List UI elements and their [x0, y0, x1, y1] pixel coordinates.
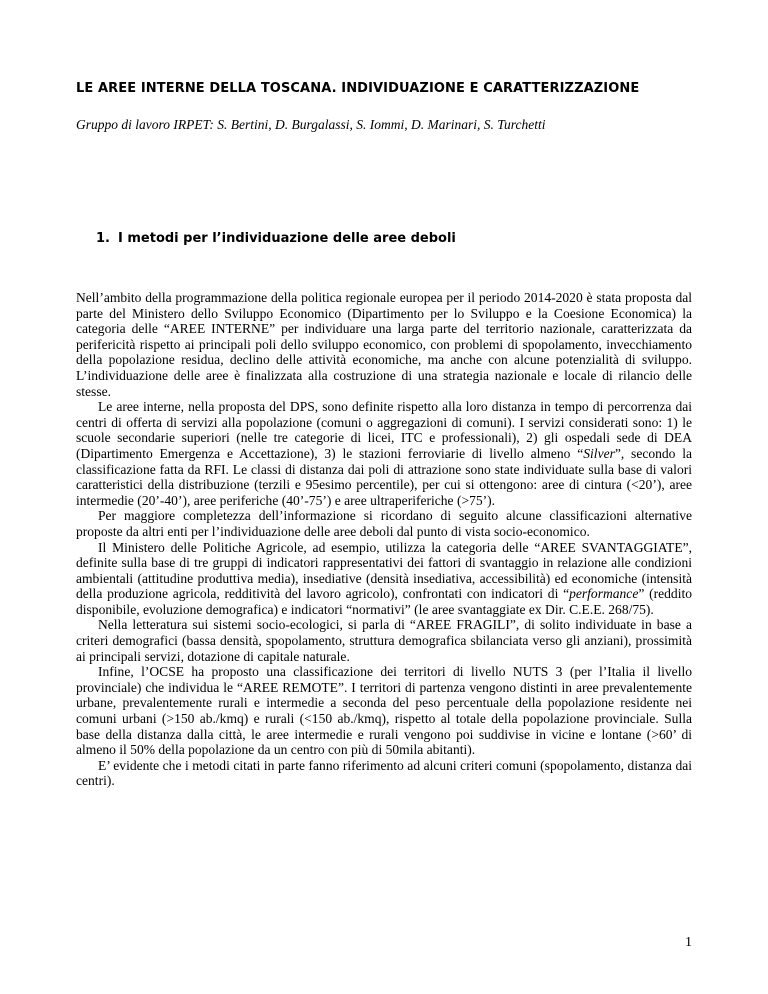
paragraph: E’ evidente che i metodi citati in parte fanno riferimento ad alcuni criteri comuni (spopolamento, distanza dai centri). [76, 757, 692, 789]
paragraph [76, 399, 692, 508]
emphasis-text: Silver [583, 445, 615, 461]
page-number: 1 [685, 935, 692, 950]
paragraph-text: ”, secondo la classificazione fatta da RFI. Le classi di distanza dai poli di attrazione sono state individuate sulla base di valori caratteristici della distribuzione (terzili e 95esimo percentile), per cui si ottengono: aree di cintura (<20’), aree intermedie (20’-40’), aree periferiche (40’-75’) e aree ultraperiferiche (>75’). [76, 445, 693, 508]
paragraph: Per maggiore completezza dell’informazione si ricordano di seguito alcune classificazioni alternative proposte da altri enti per l’individuazione delle aree deboli dal punto di vista socio-economico. [76, 508, 692, 539]
paragraph: Nell’ambito della programmazione della politica regionale europea per il periodo 2014-2020 è stata proposta dal parte del Ministero dello Sviluppo Economico (Dipartimento per lo Sviluppo e la Coesione Economica) la categoria delle “AREE INTERNE” per individuare una larga parte del territorio nazionale, caratterizzata da perifericità rispetto ai principali poli dello sviluppo economico, con problemi di spopolamento, invecchiamento della popolazione residua, declino delle attività economiche, ma anche con alcune potenzialità di sviluppo. L’individuazione delle aree è finalizzata alla costruzione di una strategia nazionale e locale di rilancio delle stesse. [76, 290, 692, 399]
section-number: 1. [96, 231, 110, 246]
paragraph-text: Le aree interne, nella proposta del DPS, sono definite rispetto alla loro distanza in tempo di percorrenza dai centri di offerta di servizi alla popolazione (comuni o aggregazioni di comuni). I servizi considerati sono: 1) le scuole secondarie superiori (nelle tre categorie di licei, ITC e professionali), 2) gli ospedali sede di DEA (Dipartimento Emergenza e Accettazione), 3) le stazioni ferroviarie di livello almeno “ [76, 399, 692, 461]
emphasis-text: performance [569, 586, 639, 602]
paragraph-text: ” (reddito disponibile, evoluzione demografica) e indicatori “normativi” (le aree svantaggiate ex Dir. C.E.E. 268/75). [76, 586, 692, 617]
paragraph [76, 540, 692, 618]
document-authors: Gruppo di lavoro IRPET: S. Bertini, D. Burgalassi, S. Iommi, D. Marinari, S. Turchetti [76, 117, 546, 132]
section-title: I metodi per l’individuazione delle aree deboli [118, 231, 456, 246]
section-heading [96, 231, 696, 246]
document-title: LE AREE INTERNE DELLA TOSCANA. INDIVIDUAZIONE E CARATTERIZZAZIONE [76, 81, 640, 96]
paragraph-text: Il Ministero delle Politiche Agricole, ad esempio, utilizza la categoria delle “AREE SVANTAGGIATE”, definite sulla base di tre gruppi di indicatori rappresentativi dei fattori di svantaggio in relazione alle condizioni ambientali (attitudine produttiva media), insediative (densità insediativa, accessibilità) ed economiche (intensità della produzione agricola, redditività del lavoro agricolo), confrontati con indicatori di “ [76, 539, 692, 602]
paragraph: Infine, l’OCSE ha proposto una classificazione dei territori di livello NUTS 3 (per l’Italia il livello provinciale) che individua le “AREE REMOTE”. I territori di partenza vengono distinti in aree prevalentemente urbane, prevalentemente rurali e intermedie a seconda del peso percentuale della popolazione residente nei comuni urbani (>150 ab./kmq) e rurali (<150 ab./kmq), rispetto al totale della popolazione provinciale. Sulla base della distanza dalla città, le aree intermedie e rurali vengono poi suddivise in vicine e lontane (>60’ di almeno il 50% della popolazione da un centro con più di 50mila abitanti). [76, 664, 692, 758]
body-text [76, 290, 692, 789]
paragraph: Nella letteratura sui sistemi socio-ecologici, si parla di “AREE FRAGILI”, di solito individuate in base a criteri demografici (bassa densità, spopolamento, struttura demografica sbilanciata verso gli anziani), prossimità ai principali servizi, dotazione di capitale naturale. [76, 617, 692, 664]
